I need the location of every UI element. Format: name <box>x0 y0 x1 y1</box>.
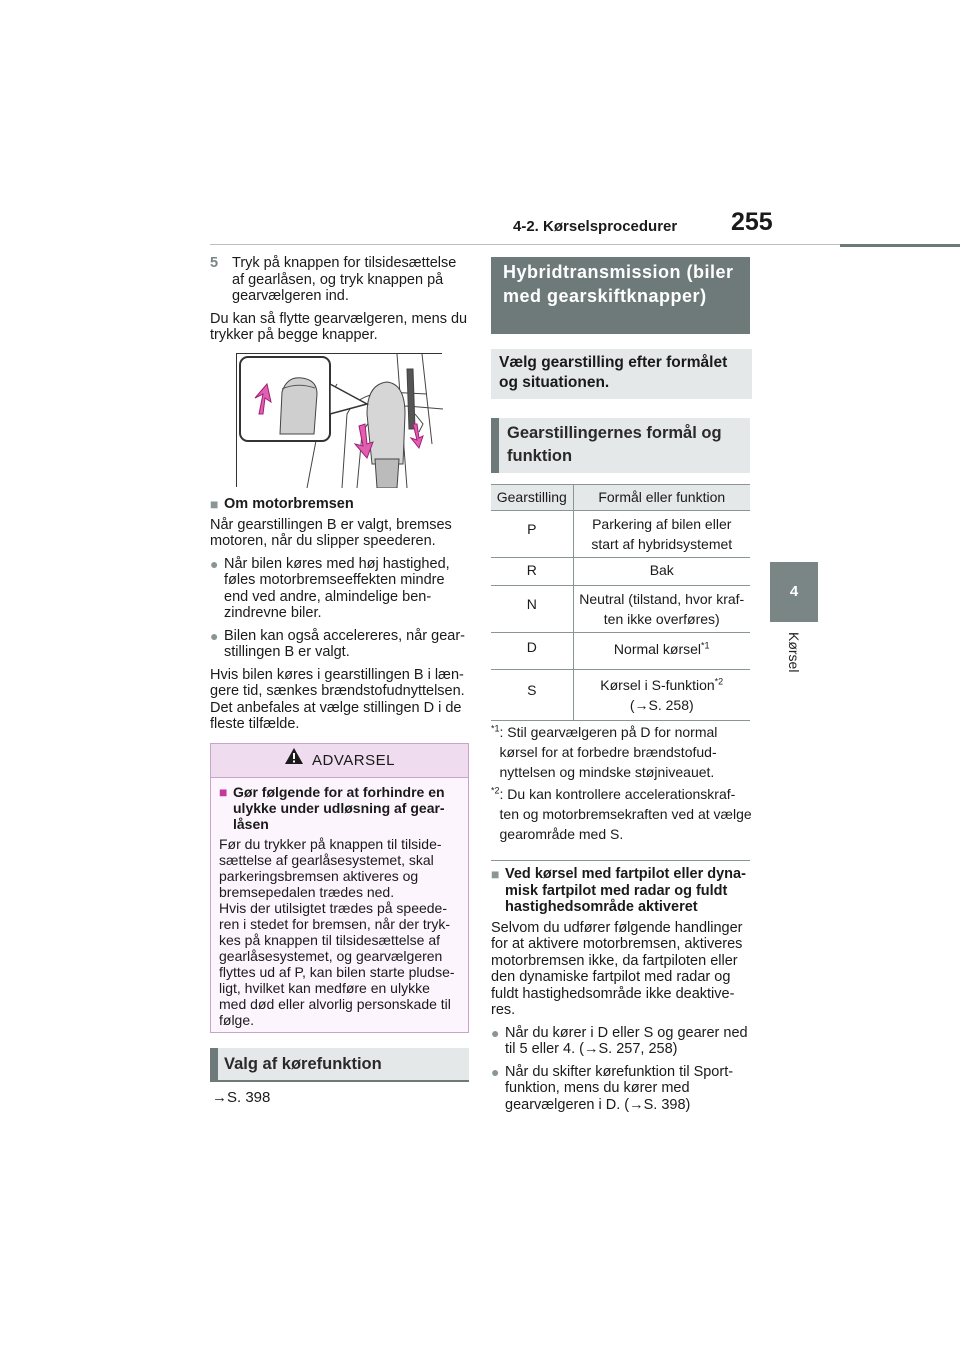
square-bullet-icon: ■ <box>219 784 228 800</box>
warning-box <box>210 743 469 1033</box>
left-column-lower <box>210 496 472 739</box>
select-banner-text: Vælg gearstilling efter formålet og situationen. <box>499 354 728 391</box>
chapter-label: Kørsel <box>786 632 802 673</box>
footnote-1-text: : Stil gearvælgeren på D for normal kørsel for at forbedre brændstofud-nyttelsen og mindske støjniveauet. <box>499 724 718 780</box>
page-number: 255 <box>731 208 773 236</box>
motor-bullet-1 <box>210 556 472 622</box>
footnote-marker: *1 <box>701 640 710 651</box>
motor-bullet-2 <box>210 628 472 661</box>
drive-mode-banner-text: Valg af kørefunktion <box>224 1055 382 1073</box>
motor-bullet-2-text: Bilen kan også accelereres, når gear-stillingen B er valgt. <box>224 627 465 660</box>
circle-bullet-icon: ● <box>210 627 219 644</box>
motor-text: Når gearstillingen B er valgt, bremses motoren, når du slipper speederen. <box>210 516 452 549</box>
gear-cell: P <box>491 511 573 558</box>
cruise-bullet-1 <box>491 1025 753 1058</box>
gear-lever-illustration <box>236 353 442 487</box>
warning-text-1: Før du trykker på knappen til tilside-sættelse af gearlåsesystemet, skal parkeringsbremsen aktiveres og bremsepedalen trædes ned. <box>219 836 442 900</box>
step-number: 5 <box>210 255 219 271</box>
select-banner <box>491 349 752 399</box>
cruise-heading-row <box>491 866 753 916</box>
section-title: 4-2. Kørselsprocedurer <box>513 218 678 235</box>
footnote-1 <box>491 722 753 782</box>
footnote-1-mark <box>491 722 500 782</box>
circle-bullet-icon: ● <box>210 555 219 572</box>
function-cell <box>573 633 750 670</box>
chapter-tab[interactable]: 4 <box>770 562 818 622</box>
warning-heading-row <box>219 784 460 832</box>
cruise-heading: Ved kørsel med fartpilot eller dyna-misk fartpilot med radar og fuldt hastighedsområde aktiveret <box>505 866 746 915</box>
function-cell: Bak <box>573 558 750 586</box>
function-cell: Neutral (tilstand, hvor kraf-ten ikke overføres) <box>573 586 750 633</box>
cruise-bullet-1-text: Når du kører i D eller S og gearer ned til 5 eller 4. (→S. 257, 258) <box>505 1024 748 1057</box>
footnote-2-sup: *2 <box>491 785 500 796</box>
circle-bullet-icon: ● <box>491 1063 500 1080</box>
col-header-gear: Gearstilling <box>491 485 573 511</box>
function-cell: Parkering af bilen eller start af hybridsystemet <box>573 511 750 558</box>
table-row <box>491 586 750 633</box>
warning-triangle-icon <box>284 744 304 778</box>
function-cell <box>573 670 750 721</box>
motor-heading: Om motorbremsen <box>224 496 354 512</box>
warning-heading: Gør følgende for at forhindre en ulykke under udløsning af gear-låsen <box>233 784 445 832</box>
table-row <box>491 558 750 586</box>
cruise-section <box>491 866 753 1113</box>
drive-mode-link[interactable]: →S. 398 <box>212 1089 271 1106</box>
gear-cell: N <box>491 586 573 633</box>
purpose-banner-text: Gearstillingernes formål og funktion <box>507 424 722 465</box>
cruise-text: Selvom du udfører følgende handlinger for at aktivere motorbremsen, aktiveres motorbremsen ikke, da fartpiloten eller den dynamiske fartpilot med radar og fuldt hastighedsområde ikke deaktive-res. <box>491 919 743 1018</box>
function-text: Normal kørsel <box>613 641 702 657</box>
col-header-function: Formål eller funktion <box>573 485 750 511</box>
gear-table <box>491 484 750 721</box>
gear-cell: S <box>491 670 573 721</box>
table-header-row <box>491 485 750 511</box>
header-rule <box>840 244 960 247</box>
footnote-2-text: : Du kan kontrollere accelerationskraf-ten og motorbremsekraften ved at vælge gearområde med S. <box>499 786 752 842</box>
function-text: Kørsel i S-funktion <box>600 677 715 693</box>
left-column <box>210 255 472 350</box>
square-bullet-icon: ■ <box>491 866 500 882</box>
drive-mode-banner <box>210 1048 469 1082</box>
motor-heading-row <box>210 496 472 513</box>
divider <box>491 860 750 861</box>
footnote-marker: *2 <box>714 676 724 687</box>
footnote-2 <box>491 784 753 844</box>
step-5 <box>210 255 472 305</box>
square-bullet-icon: ■ <box>210 496 219 512</box>
footnote-2-mark <box>491 784 500 844</box>
table-row <box>491 670 750 721</box>
purpose-banner <box>491 418 750 473</box>
step-note: Du kan så flytte gearvælgeren, mens du trykker på begge knapper. <box>210 310 468 343</box>
motor-note: Hvis bilen køres i gearstillingen B i læn-gere tid, sænkes brændstofudnyttelsen. Det anbefales at vælge stillingen D i de fleste tilfælde. <box>210 666 465 732</box>
warning-header <box>211 744 468 778</box>
page-ref-link[interactable]: (→S. 258) <box>629 697 694 713</box>
gear-cell: D <box>491 633 573 670</box>
circle-bullet-icon: ● <box>491 1024 500 1041</box>
footnote-1-sup: *1 <box>491 723 500 734</box>
table-row <box>491 511 750 558</box>
gear-illustration-svg <box>237 354 443 488</box>
cruise-bullet-2 <box>491 1064 753 1114</box>
hybrid-banner <box>491 257 750 334</box>
warning-title: ADVARSEL <box>312 752 395 769</box>
step-text: Tryk på knappen for tilsidesættelse af gearlåsen, og tryk knappen på gearvælgeren ind. <box>232 255 457 304</box>
header-line <box>210 244 840 245</box>
cruise-bullet-2-text: Når du skifter kørefunktion til Sport-funktion, mens du kører med gearvælgeren i D. (→S. 398) <box>505 1063 734 1113</box>
gear-cell: R <box>491 558 573 586</box>
hybrid-banner-text: Hybridtransmission (biler med gearskiftknapper) <box>503 262 734 306</box>
warning-text-2: Hvis der utilsigtet trædes på speede-ren i stedet for bremsen, når der tryk-kes på knappen til tilsidesættelse af gearlåsesystemet, og gearvælgeren flyttes ud af P, kan bilen starte pludse-ligt, hvilket kan medføre en ulykke med død eller alvorlig personskade til følge. <box>219 900 455 1028</box>
motor-bullet-1-text: Når bilen køres med høj hastighed, føles motorbremseeffekten mindre end ved andre, almindelige ben-zindrevne biler. <box>224 555 450 621</box>
table-row <box>491 633 750 670</box>
warning-body <box>211 778 468 1034</box>
